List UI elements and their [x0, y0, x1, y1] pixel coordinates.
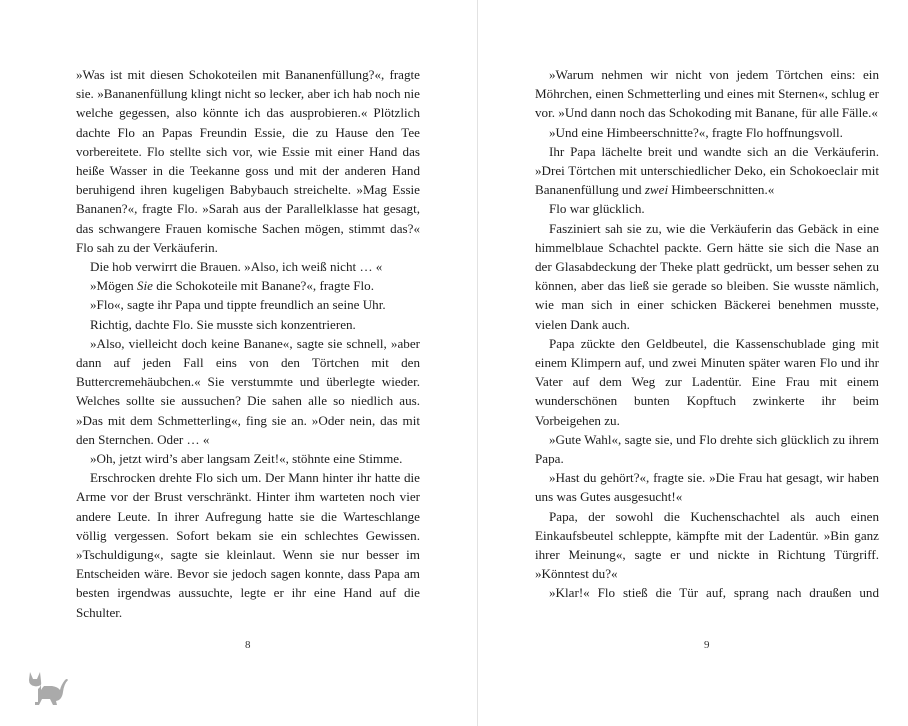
page-number-right: 9 [704, 639, 710, 651]
paragraph: »Flo«, sagte ihr Papa und tippte freundlich an seine Uhr. [90, 297, 386, 313]
paragraph-text: die Schokoteile mit Banane?«, fragte Flo. [152, 278, 375, 294]
paragraph: »Also, vielleicht doch keine Banane«, sagte sie schnell, »aber dann auf jeden Fall eins von den Törtchen mit den Buttercremehäubchen.« Sie verstummte und überlegte wieder. Welches sollte sie aussuchen? Die sahen alle so niedlich aus. »Das mit dem Schmetterling«, fing sie an. »Oder nein, das mit den Sternchen. Oder … « [76, 335, 420, 447]
paragraph: Papa, der sowohl die Kuchenschachtel als auch einen Einkaufsbeutel schleppte, kämpfte mit der Ladentür. »Bin ganz ihrer Meinung«, sagte er und nickte in Richtung Türgriff. »Könntest du?« [535, 508, 879, 582]
paragraph-text: Ihr Papa lächelte breit und wandte sich an die Verkäuferin. »Drei Törtchen mit unterschiedlicher Deko, ein Schokoeclair mit Bananenfüllung und [535, 143, 879, 198]
paragraph: Richtig, dachte Flo. Sie musste sich konzentrieren. [90, 316, 356, 332]
paragraph-text: Himbeerschnitten.« [668, 182, 775, 198]
paragraph: Flo war glücklich. [549, 201, 645, 217]
paragraph: »Klar!« Flo stieß die Tür auf, sprang nach draußen und [549, 585, 879, 601]
paragraph [76, 276, 420, 295]
paragraph: »Was ist mit diesen Schokoteilen mit Bananenfüllung?«, fragte sie. »Bananenfüllung klingt nicht so lecker, aber ich hab noch nie welche gegessen, also könnte ich das ausprobieren.« Plötzlich dachte Flo an Papas Freundin Essie, die zu Hause den Tee vorbereitete. Flo stellte sich vor, wie Essie mit einer Hand das heiße Wasser in die Teekanne goss und mit der anderen Hand beruhigend ihren kugeligen Babybauch streichelte. »Mag Essie Bananen?«, fragte Flo. »Sarah aus der Parallelklasse hat gesagt, das schwangere Frauen komische Sachen mögen, stimmt das?« Flo sah zu der Verkäuferin. [76, 67, 420, 255]
emphasis-text: Sie [136, 278, 153, 294]
page-gutter [477, 0, 478, 726]
paragraph [535, 142, 879, 200]
paragraph: »Warum nehmen wir nicht von jedem Törtchen eins: ein Möhrchen, einen Schmetterling und eines mit Sternen«, schlug er vor. »Und dann noch das Schokoding mit Banane, für alle Fälle.« [535, 67, 879, 121]
left-page-text [76, 65, 420, 622]
paragraph: »Hast du gehört?«, fragte sie. »Die Frau hat gesagt, wir haben uns was Gutes ausgesucht!« [535, 470, 879, 505]
paragraph-text: »Mögen [90, 278, 137, 294]
paragraph: Erschrocken drehte Flo sich um. Der Mann hinter ihr hatte die Arme vor der Brust verschränkt. Hinter ihm warteten noch vier andere Leute. In ihrer Aufregung hatte sie die Warteschlange völlig vergessen. Sofort bekam sie ein schlechtes Gewissen. »Tschuldigung«, sagte sie kleinlaut. Wenn sie nur besser im Entscheiden wäre. Bevor sie jedoch sagen konnte, dass Papa am besten irgendwas aussuchte, legte er ihr eine Hand auf die Schulter. [76, 470, 420, 620]
right-page-text [535, 65, 879, 603]
paragraph: »Oh, jetzt wird’s aber langsam Zeit!«, stöhnte eine Stimme. [90, 451, 403, 467]
page-number-left: 8 [245, 639, 251, 651]
paragraph: »Und eine Himbeerschnitte?«, fragte Flo hoffnungsvoll. [549, 124, 843, 140]
emphasis-text: zwei [644, 182, 669, 198]
paragraph: Die hob verwirrt die Brauen. »Also, ich weiß nicht … « [90, 259, 383, 275]
paragraph: »Gute Wahl«, sagte sie, und Flo drehte sich glücklich zu ihrem Papa. [535, 431, 879, 467]
paragraph: Fasziniert sah sie zu, wie die Verkäuferin das Gebäck in eine himmelblaue Schachtel packte. Gern hätte sie sich die Nase an der Glasabdeckung der Theke platt gedrückt, um besser sehen zu können, aber das ließ sie gerade so bleiben. Sie wusste nämlich, wie man sich in einer schicken Bäckerei benehmen musste, vielen Dank auch. [535, 220, 879, 332]
paragraph: Papa zückte den Geldbeutel, die Kassenschublade ging mit einem Klimpern auf, und zwei Minuten später waren Flo und ihr Vater auf dem Weg zur Ladentür. Eine Frau mit einem wunderschönen bunten Kopftuch zwinkerte ihr beim Vorbeigehen zu. [535, 335, 879, 428]
cat-silhouette-icon [24, 668, 70, 708]
